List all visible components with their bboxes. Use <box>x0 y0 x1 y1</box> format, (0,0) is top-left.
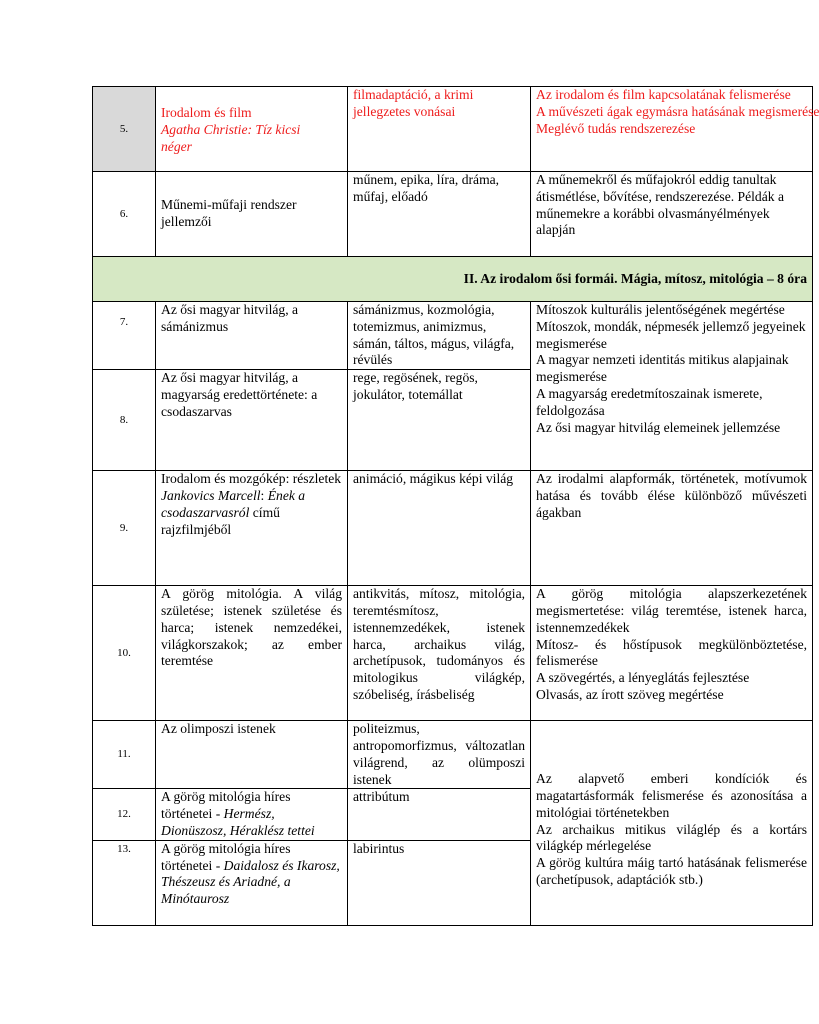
goal-item: A művészeti ágak egymásra hatásának megismerése <box>536 103 819 119</box>
lesson-concepts: animáció, mágikus képi világ <box>348 471 531 586</box>
topic-part: A görög mitológia híres történetei - <box>161 789 291 822</box>
lesson-goals <box>531 87 819 172</box>
lesson-goals: A műnemekről és műfajokról eddig tanultak átismétlése, bővítése, rendszerezése. Példák a műnemekre a korábbi olvasmányélmények alapján <box>531 172 813 257</box>
lesson-topic: A görög mitológia. A világ születése; istenek születése és harca; istenek nemzedékei, világkorszakok; az ember teremtése <box>156 586 348 721</box>
topic-part: : <box>260 487 268 503</box>
table-row <box>93 471 813 586</box>
lesson-concepts: rege, regösének, regös, jokulátor, totemállat <box>348 370 531 471</box>
lesson-number: 6. <box>93 172 156 257</box>
goal-item: Mítoszok, mondák, népmesék jellemző jegyeinek megismerése <box>536 318 806 351</box>
topic-part: A görög mitológia híres történetei - <box>161 840 291 873</box>
topic-stories: Hermész, Dionüszosz, Héraklész tettei <box>161 806 315 838</box>
table-row <box>93 87 813 172</box>
topic-work-title: Ének a csodaszarvasról <box>161 487 306 520</box>
goal-item: Az archaikus mitikus világlép és a kortárs világkép mérlegelése <box>536 821 807 854</box>
lesson-number: 7. <box>93 302 156 370</box>
lesson-number: 8. <box>93 370 156 471</box>
table-row <box>93 172 813 257</box>
table-row <box>93 586 813 721</box>
topic-line: Agatha Christie: Tíz kicsi <box>161 121 301 137</box>
lesson-number: 10. <box>93 586 156 721</box>
lesson-number: 13. <box>93 840 156 925</box>
lesson-topic <box>156 471 348 586</box>
lesson-goals: Az irodalmi alapformák, történetek, motívumok hatása és tovább élése különböző művészeti ágakban <box>531 471 813 586</box>
lesson-concepts: filmadaptáció, a krimi jellegzetes vonásai <box>348 87 531 172</box>
topic-stories: Daidalosz és Ikarosz, Thészeusz és Ariadné, a Minótaurosz <box>161 857 340 907</box>
goal-item: A görög kultúra máig tartó hatásának felismerése (archetípusok, adaptációk stb.) <box>536 855 807 887</box>
goal-item: Az alapvető emberi kondíciók és magatartásformák felismerése és azonosítása a mitológiai történetekben <box>536 771 807 820</box>
goal-item: A görög mitológia alapszerkezetének megismertetése: világ teremtése, istenek harca, istennemzedékek <box>536 586 807 635</box>
topic-line: néger <box>161 138 192 154</box>
lesson-goals <box>531 302 813 471</box>
lesson-topic: Az olimposzi istenek <box>156 721 348 789</box>
goal-item: Az ősi magyar hitvilág elemeinek jellemzése <box>536 419 781 435</box>
lesson-number: 12. <box>93 789 156 840</box>
section-header-row <box>93 257 813 302</box>
lesson-goals <box>531 586 813 721</box>
lesson-topic: Az ősi magyar hitvilág, a magyarság eredettörténete: a csodaszarvas <box>156 370 348 471</box>
goal-item: Az irodalom és film kapcsolatának felismerése <box>536 87 791 102</box>
lesson-concepts: politeizmus, antropomorfizmus, változatlan világrend, az olümposzi istenek <box>348 721 531 789</box>
lesson-topic <box>156 87 348 172</box>
lesson-concepts: antikvitás, mítosz, mitológia, teremtésmítosz, istennemzedékek, istenek harca, archaikus világ, archetípusok, tudományos és mitologikus világkép, szóbeliség, írásbeliség <box>348 586 531 721</box>
lesson-topic: Műnemi-műfaji rendszer jellemzői <box>156 172 348 257</box>
topic-line: Irodalom és film <box>161 105 252 120</box>
topic-author: Jankovics Marcell <box>161 487 261 503</box>
lesson-number: 9. <box>93 471 156 586</box>
lesson-concepts: attribútum <box>348 789 531 840</box>
curriculum-table <box>92 86 819 926</box>
lesson-number: 5. <box>93 87 156 172</box>
lesson-goals <box>531 721 813 926</box>
goal-item: A magyar nemzeti identitás mitikus alapjainak megismerése <box>536 352 789 385</box>
goal-item: Meglévő tudás rendszerezése <box>536 120 696 136</box>
lesson-topic <box>156 789 348 840</box>
goal-item: Mítosz- és hőstípusok megkülönböztetése, felismerése <box>536 636 807 669</box>
topic-part: Irodalom és mozgókép: részletek <box>161 471 342 487</box>
goal-item: A szövegértés, a lényeglátás fejlesztése <box>536 670 750 686</box>
lesson-concepts: labirintus <box>348 840 531 925</box>
table-row <box>93 302 813 370</box>
lesson-topic <box>156 840 348 925</box>
section-title: II. Az irodalom ősi formái. Mágia, mítosz, mitológia – 8 óra <box>93 257 813 302</box>
goal-item: Olvasás, az írott szöveg megértése <box>536 686 724 702</box>
goal-item: Mítoszok kulturális jelentőségének megértése <box>536 302 785 317</box>
goal-item: A magyarság eredetmítoszainak ismerete, feldolgozása <box>536 385 763 418</box>
lesson-concepts: műnem, epika, líra, dráma, műfaj, előadó <box>348 172 531 257</box>
lesson-topic: Az ősi magyar hitvilág, a sámánizmus <box>156 302 348 370</box>
lesson-number: 11. <box>93 721 156 789</box>
table-row <box>93 721 813 789</box>
lesson-concepts: sámánizmus, kozmológia, totemizmus, animizmus, sámán, táltos, mágus, világfa, révülés <box>348 302 531 370</box>
topic-part: című rajzfilmjéből <box>161 504 280 537</box>
